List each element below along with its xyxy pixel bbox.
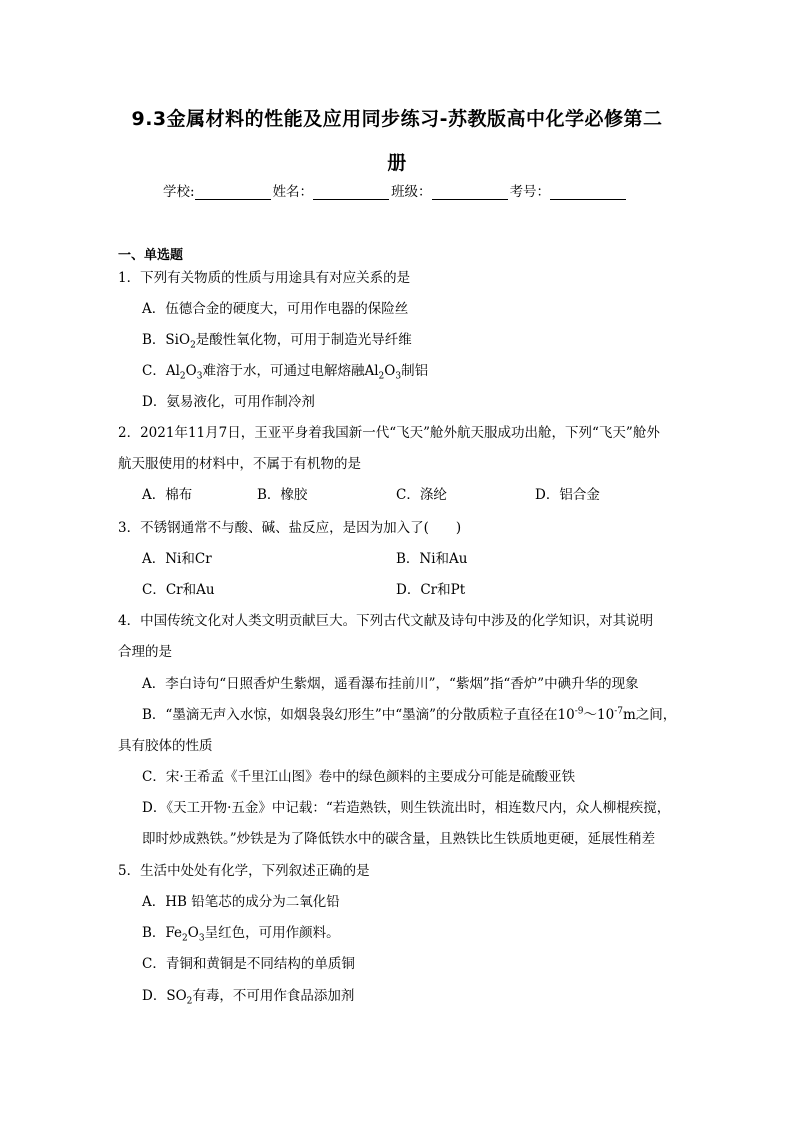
question-5-option-c: C．青铜和黄铜是不同结构的单质铜 [142, 956, 355, 972]
question-5-option-b: B．$Fe_2O_3$呈红色，可用作颜料。 [142, 925, 340, 944]
question-3-option-c: C．Cr和Au [142, 582, 215, 598]
class-blank[interactable] [432, 185, 508, 200]
name-label: 姓名： [272, 184, 314, 200]
question-4-option-a: A．李白诗句“日照香炉生紫烟，遥看瀑布挂前川”，“紫烟”指“香炉”中碘升华的现象 [142, 676, 639, 692]
question-4-stem: 4．中国传统文化对人类文明贡献巨大。下列古代文献及诗句中涉及的化学知识，对其说明 [118, 613, 654, 629]
section-heading: 一、单选题 [118, 248, 184, 263]
class-label: 班级： [391, 184, 432, 200]
question-4-option-c: C．宋·王希孟《千里江山图》卷中的绿色颜料的主要成分可能是硫酸亚铁 [142, 769, 576, 785]
question-2-option-c: C．涤纶 [396, 487, 447, 503]
question-3-option-a: A．Ni和Cr [142, 551, 212, 567]
question-4-option-b-continued: 具有胶体的性质 [118, 738, 213, 754]
student-info-row [163, 180, 628, 200]
school-label: 学校: [163, 184, 195, 200]
question-3-option-b: B．Ni和Au [396, 551, 468, 567]
question-4-stem-continued: 合理的是 [118, 644, 172, 660]
question-2-option-b: B．橡胶 [257, 487, 308, 503]
question-4-option-d-continued: 即时炒成熟铁。”炒铁是为了降低铁水中的碳含量，且熟铁比生铁质地更硬，延展性稍差 [142, 831, 656, 847]
question-4-option-b: B．“墨滴无声入水惊，如烟袅袅幻形生”中“墨滴”的分散质粒子直径在$10^{-9}\sim 10^{-7}m$之间， [142, 706, 677, 723]
document-title-continued: 册 [387, 152, 407, 174]
question-5-option-a: A．HB 铅笔芯的成分为二氧化铅 [142, 894, 340, 910]
question-2-option-d: D．铝合金 [535, 487, 600, 503]
question-1-option-c: C．$Al_2O_3$难溶于水，可通过电解熔融$Al_2O_3$制铝 [142, 363, 429, 382]
question-1-option-d: D．氨易液化，可用作制冷剂 [142, 394, 315, 410]
exam-number-label: 考号： [509, 184, 551, 200]
name-blank[interactable] [313, 185, 389, 200]
question-2-option-a: A．棉布 [142, 487, 193, 503]
question-3-stem: 3．不锈钢通常不与酸、碱、盐反应，是因为加入了( ) [118, 520, 462, 536]
question-3-option-d: D．Cr和Pt [396, 582, 466, 598]
question-5-option-d: D．$SO_2$有毒，不可用作食品添加剂 [142, 988, 355, 1007]
question-2-stem: 2．2021年11月7日，王亚平身着我国新一代“飞天”舱外航天服成功出舱，下列“飞天”舱外 [118, 425, 660, 441]
document-title: 9.3金属材料的性能及应用同步练习-苏教版高中化学必修第二 [131, 108, 663, 130]
question-5-stem: 5．生活中处处有化学，下列叙述正确的是 [118, 863, 370, 879]
question-1-option-a: A．伍德合金的硬度大，可用作电器的保险丝 [142, 301, 409, 317]
question-4-option-d: D．《天工开物·五金》中记载：“若造熟铁，则生铁流出时，相连数尺内，众人柳棍疾搅， [142, 800, 671, 816]
question-1-option-b: B．SiO$_2$是酸性氧化物，可用于制造光导纤维 [142, 332, 412, 351]
exam-number-blank[interactable] [550, 185, 626, 200]
question-2-stem-continued: 航天服使用的材料中，不属于有机物的是 [118, 456, 361, 472]
school-blank[interactable] [195, 185, 271, 200]
question-1-stem: 1．下列有关物质的性质与用途具有对应关系的是 [118, 270, 411, 286]
